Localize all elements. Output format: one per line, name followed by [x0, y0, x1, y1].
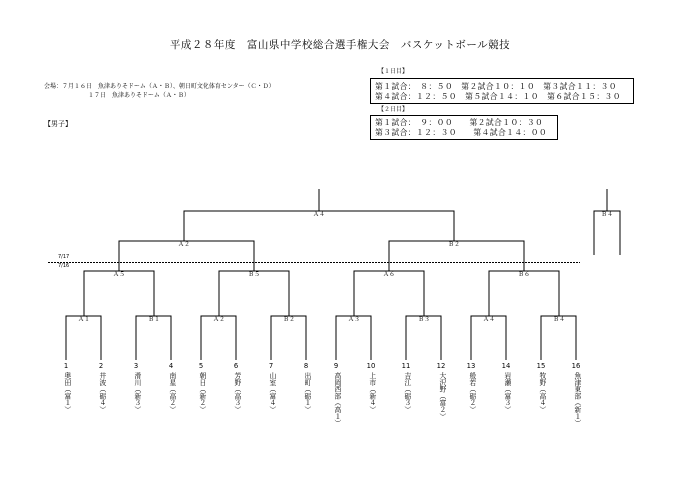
team-number: 13: [466, 362, 476, 370]
team-name: 岩瀬（富３）: [502, 371, 511, 413]
game-label-final: Ａ４: [312, 211, 326, 218]
team-number: 5: [198, 362, 204, 370]
game-label-r1-7: Ａ４: [482, 316, 496, 323]
team-name: 魚津東部（新１）: [572, 371, 581, 427]
team-number: 15: [536, 362, 546, 370]
schedule-day2-row-2: 第３試合：１２：３０ 第４試合１４：００: [375, 128, 548, 137]
team-3: [131, 363, 141, 413]
section-label: 【男子】: [44, 120, 72, 128]
game-label-qf-1: Ａ５: [112, 271, 126, 278]
team-name: 奥田（富１）: [62, 371, 71, 413]
team-number: 9: [333, 362, 339, 370]
team-name: 牧野（高４）: [537, 371, 546, 413]
team-number: 16: [571, 362, 581, 370]
schedule-day2-row-1: 第１試合： ９：００ 第２試合１０：３０: [375, 118, 544, 127]
team-8: [301, 363, 311, 413]
team-number: 10: [366, 362, 376, 370]
team-name: 朝日（新２）: [197, 371, 206, 413]
team-14: [501, 363, 511, 413]
day-divider-lower: 7/16: [58, 263, 70, 269]
team-name: 吉江（砺３）: [402, 371, 411, 413]
team-name: 大沢野（富２）: [437, 371, 446, 420]
game-label-third: Ｂ４: [600, 211, 614, 218]
team-number: 14: [501, 362, 511, 370]
game-label-qf-3: Ａ６: [382, 271, 396, 278]
game-label-r1-6: Ｂ３: [417, 316, 431, 323]
game-label-r1-4: Ｂ２: [282, 316, 296, 323]
team-number: 7: [268, 362, 274, 370]
team-number: 2: [98, 362, 104, 370]
team-6: [231, 363, 241, 413]
team-15: [536, 363, 546, 413]
game-label-r1-1: Ａ１: [77, 316, 91, 323]
team-11: [401, 363, 411, 413]
game-label-semi-left: Ａ２: [177, 241, 191, 248]
team-number: 8: [303, 362, 309, 370]
team-name: 芳野（高３）: [232, 371, 241, 413]
schedule-day1-row-1: 第１試合： ８：５０ 第２試合１０：１０ 第３試合１１：３０: [375, 82, 618, 91]
team-name: 滑川（新３）: [132, 371, 141, 413]
game-label-r1-3: Ａ２: [212, 316, 226, 323]
game-label-r1-8: Ｂ４: [552, 316, 566, 323]
team-name: 高岡西部（高１）: [332, 371, 341, 427]
team-name: 出町（砺１）: [302, 371, 311, 413]
team-1: [61, 363, 71, 413]
team-9: [331, 363, 341, 426]
team-name: 山室（富４）: [267, 371, 276, 413]
team-number: 11: [401, 362, 411, 370]
game-label-r1-5: Ａ３: [347, 316, 361, 323]
schedule-day2-label: 【２日目】: [378, 106, 409, 113]
game-label-semi-right: Ｂ２: [447, 241, 461, 248]
team-10: [366, 363, 376, 413]
team-5: [196, 363, 206, 413]
team-name: 南星（高２）: [167, 371, 176, 413]
team-number: 6: [233, 362, 239, 370]
page-title: 平成２８年度 富山県中学校総合選手権大会 バスケットボール競技: [169, 39, 511, 51]
game-label-qf-2: Ｂ５: [247, 271, 261, 278]
game-label-qf-4: Ｂ６: [517, 271, 531, 278]
game-label-r1-2: Ｂ１: [147, 316, 161, 323]
team-12: [436, 363, 446, 419]
team-4: [166, 363, 176, 413]
team-number: 4: [168, 362, 174, 370]
venue-line-1: 会場：７月１６日 魚津ありそドーム（Ａ・Ｂ）、朝日町文化体育センター（Ｃ・Ｄ）: [44, 83, 275, 90]
team-2: [96, 363, 106, 413]
day-divider-upper: 7/17: [58, 254, 70, 260]
team-16: [571, 363, 581, 426]
team-name: 般若（砺２）: [467, 371, 476, 413]
team-number: 1: [63, 362, 69, 370]
venue-line-2: １７日 魚津ありそドーム（Ａ・Ｂ）: [88, 92, 190, 99]
schedule-day1-row-2: 第４試合：１２：５０ 第５試合１４：１０ 第６試合１５：３０: [375, 92, 621, 101]
team-number: 12: [436, 362, 446, 370]
team-number: 3: [133, 362, 139, 370]
schedule-day1-label: 【１日目】: [378, 68, 409, 75]
team-13: [466, 363, 476, 413]
team-name: 井波（砺４）: [97, 371, 106, 413]
team-7: [266, 363, 276, 413]
team-name: 上市（新４）: [367, 371, 376, 413]
